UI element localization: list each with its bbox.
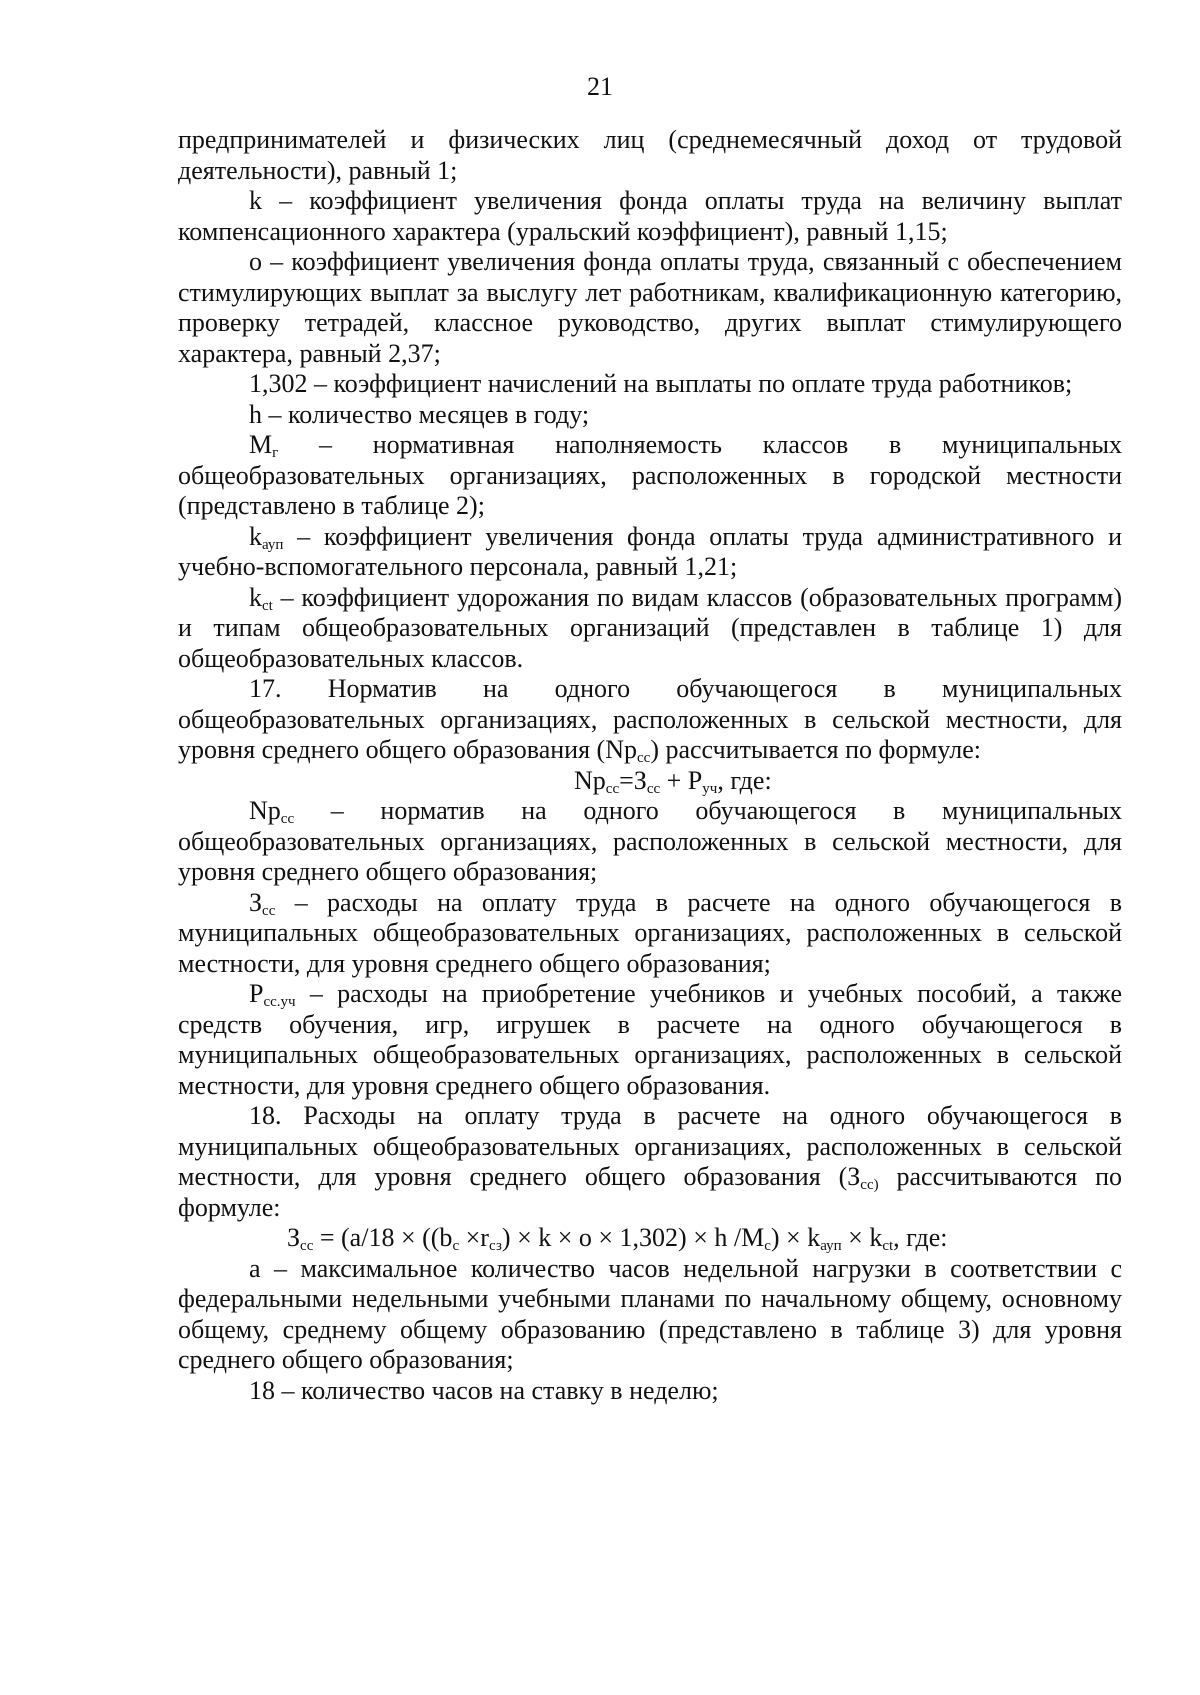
page-number: 21	[587, 72, 613, 101]
paragraph-mg-occupancy: $М_г$ – нормативная наполняемость классов в муниципальных общеобразовательных организациях, расположенных в городской местности (представлено в таблице 2);	[178, 430, 1122, 520]
paragraph-kaup-coefficient: $k_{ауп}$ – коэффициент увеличения фонда оплаты труда административного и учебно-вспомогательного персонала, равный 1,21;	[178, 521, 1122, 581]
formula-zcc: $З_{cc} = (a/18 \times ((b_c \times r_{сз}) \times k \times o \times 1,302) \times h$ $/M_c) \times k_{ауп} \times k_{ct}$, где:	[287, 1223, 948, 1254]
paragraph-npcc-definition: $Np_{cc}$ – норматив на одного обучающегося в муниципальных общеобразовательных организациях, расположенных в сельской местности, для уровня среднего общего образования;	[178, 796, 1122, 886]
paragraph-a-max-hours: а – максимальное количество часов недельной нагрузки в соответствии с федеральными недельными учебными планами по начальному общему, основному общему, среднему общему образованию (представлено в таблице 3) для уровня среднего общего образования;	[178, 1253, 1122, 1374]
paragraph-18-hours-per-rate: 18 – количество часов на ставку в неделю;	[249, 1375, 719, 1405]
paragraph-kct-coefficient: $k_{ct}$ – коэффициент удорожания по видам классов (образовательных программ) и типам общеобразовательных организаций (представлен в таблице 1) для общеобразовательных классов.	[178, 582, 1122, 673]
document-body	[178, 125, 1122, 1406]
paragraph-rcc-definition: $Р_{cc.уч}$ – расходы на приобретение учебников и учебных пособий, а также средств обучения, игр, игрушек в расчете на одного обучающегося в муниципальных общеобразовательных организациях, расположенных в сельской местности, для уровня среднего общего образования.	[178, 979, 1122, 1100]
paragraph-1302-coefficient: 1,302 – коэффициент начислений на выплаты по оплате труда работников;	[249, 369, 1073, 398]
paragraph-17-normative: 17. Норматив на одного обучающегося в муниципальных общеобразовательных организациях, расположенных в сельской местности, для уровня среднего общего образования $(Np_{cc})$ рассчитывается по формуле:	[178, 674, 1122, 766]
paragraph-o-coefficient: o – коэффициент увеличения фонда оплаты труда, связанный с обеспечением стимулирующих выплат за выслугу лет работникам, квалификационную категорию, проверку тетрадей, классное руководство, других выплат стимулирующего характера, равный 2,37;	[178, 247, 1122, 368]
formula-npcc: $Np_{cc}=З_{cc} + Р_{уч}$, где:	[574, 765, 772, 797]
paragraph-18-labor-costs: 18. Расходы на оплату труда в расчете на одного обучающегося в муниципальных общеобразовательных организациях, расположенных в сельской местности, для уровня среднего общего образования ($З_{cc)}$ рассчитываются по формуле:	[178, 1101, 1122, 1222]
paragraph-h-months: h – количество месяцев в году;	[249, 399, 590, 429]
paragraph-k-coefficient: k – коэффициент увеличения фонда оплаты труда на величину выплат компенсационного характера (уральский коэффициент), равный 1,15;	[178, 186, 1122, 246]
paragraph-continuation: предпринимателей и физических лиц (среднемесячный доход от трудовой деятельности), равный 1;	[178, 125, 1122, 185]
paragraph-zcc-definition: $З_{cc}$ – расходы на оплату труда в расчете на одного обучающегося в муниципальных общеобразовательных организациях, расположенных в сельской местности, для уровня среднего общего образования;	[178, 887, 1122, 978]
